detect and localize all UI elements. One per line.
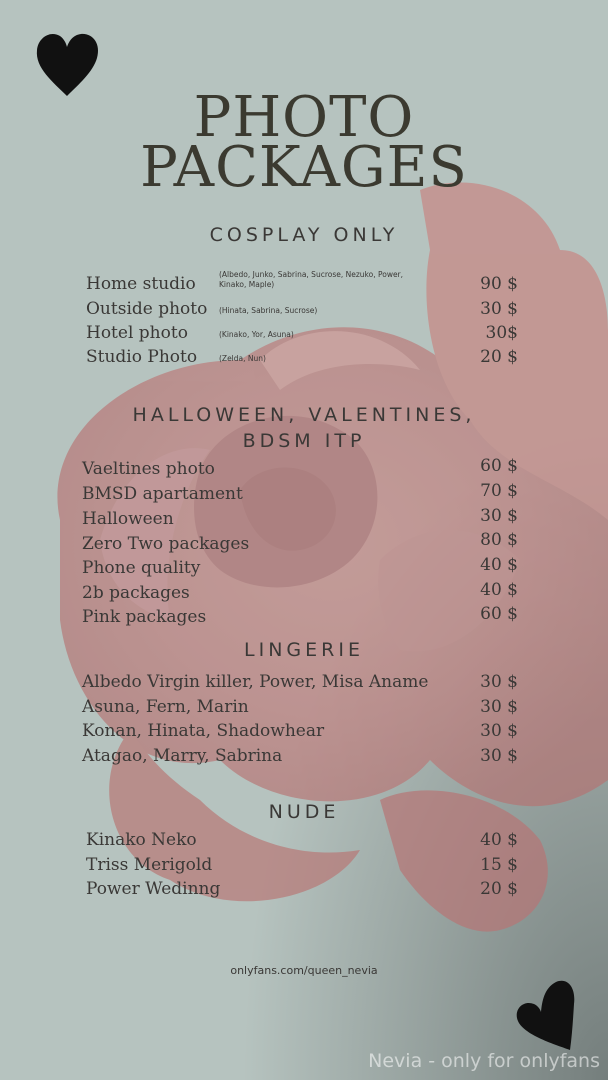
item-label: Outside photo (86, 299, 208, 319)
item-note: (Zelda, Nun) (219, 354, 266, 363)
section-heading-nude: NUDE (268, 801, 340, 823)
section-heading-halloween-line-1: HALLOWEEN, VALENTINES, (132, 404, 476, 426)
heart-icon (514, 978, 578, 1052)
item-label: Triss Merigold (86, 855, 213, 875)
item-label: BMSD apartament (82, 484, 243, 504)
item-label: Phone quality (82, 558, 201, 578)
item-label: Kinako Neko (86, 830, 197, 850)
section-heading-halloween-line-2: BDSM ITP (242, 430, 366, 452)
item-price: 30 $ (480, 299, 518, 319)
item-price: 60 $ (480, 456, 518, 476)
item-label: Zero Two packages (82, 534, 250, 554)
item-label: Albedo Virgin killer, Power, Misa Aname (82, 672, 429, 692)
item-price: 80 $ (480, 530, 518, 550)
item-price: 40 $ (480, 580, 518, 600)
item-label: Asuna, Fern, Marin (82, 697, 249, 717)
item-label: Power Wedinng (86, 879, 221, 899)
onlyfans-link[interactable]: onlyfans.com/queen_nevia (230, 964, 378, 977)
item-label: Studio Photo (86, 347, 198, 367)
item-price: 20 $ (480, 347, 518, 367)
section-heading-cosplay: COSPLAY ONLY (209, 224, 399, 246)
item-note: (Hinata, Sabrina, Sucrose) (219, 306, 318, 315)
item-label: Halloween (82, 509, 174, 529)
item-price: 30 $ (480, 672, 518, 692)
item-price: 90 $ (480, 274, 518, 294)
item-label: 2b packages (82, 583, 190, 603)
item-price: 30 $ (480, 506, 518, 526)
item-label: Atagao, Marry, Sabrina (82, 746, 283, 766)
item-label: Home studio (86, 274, 196, 294)
item-price: 30$ (485, 323, 518, 343)
item-label: Vaeltines photo (82, 459, 215, 479)
item-price: 30 $ (480, 721, 518, 741)
item-price: 70 $ (480, 481, 518, 501)
section-heading-lingerie: LINGERIE (244, 639, 364, 661)
item-price: 20 $ (480, 879, 518, 899)
item-note: (Albedo, Junko, Sabrina, Sucrose, Nezuko, Power, Kinako, Maple) (219, 270, 404, 289)
title-line-2: PACKAGES (140, 135, 468, 200)
item-label: Konan, Hinata, Shadowhear (82, 721, 325, 741)
item-price: 60 $ (480, 604, 518, 624)
heart-icon (33, 30, 101, 98)
item-price: 30 $ (480, 697, 518, 717)
item-price: 15 $ (480, 855, 518, 875)
watermark-text: Nevia - only for onlyfans (368, 1050, 600, 1072)
item-label: Pink packages (82, 607, 207, 627)
item-price: 30 $ (480, 746, 518, 766)
item-note: (Kinako, Yor, Asuna) (219, 330, 294, 339)
item-price: 40 $ (480, 555, 518, 575)
title-line-1: PHOTO (193, 85, 415, 150)
item-label: Hotel photo (86, 323, 188, 343)
item-price: 40 $ (480, 830, 518, 850)
